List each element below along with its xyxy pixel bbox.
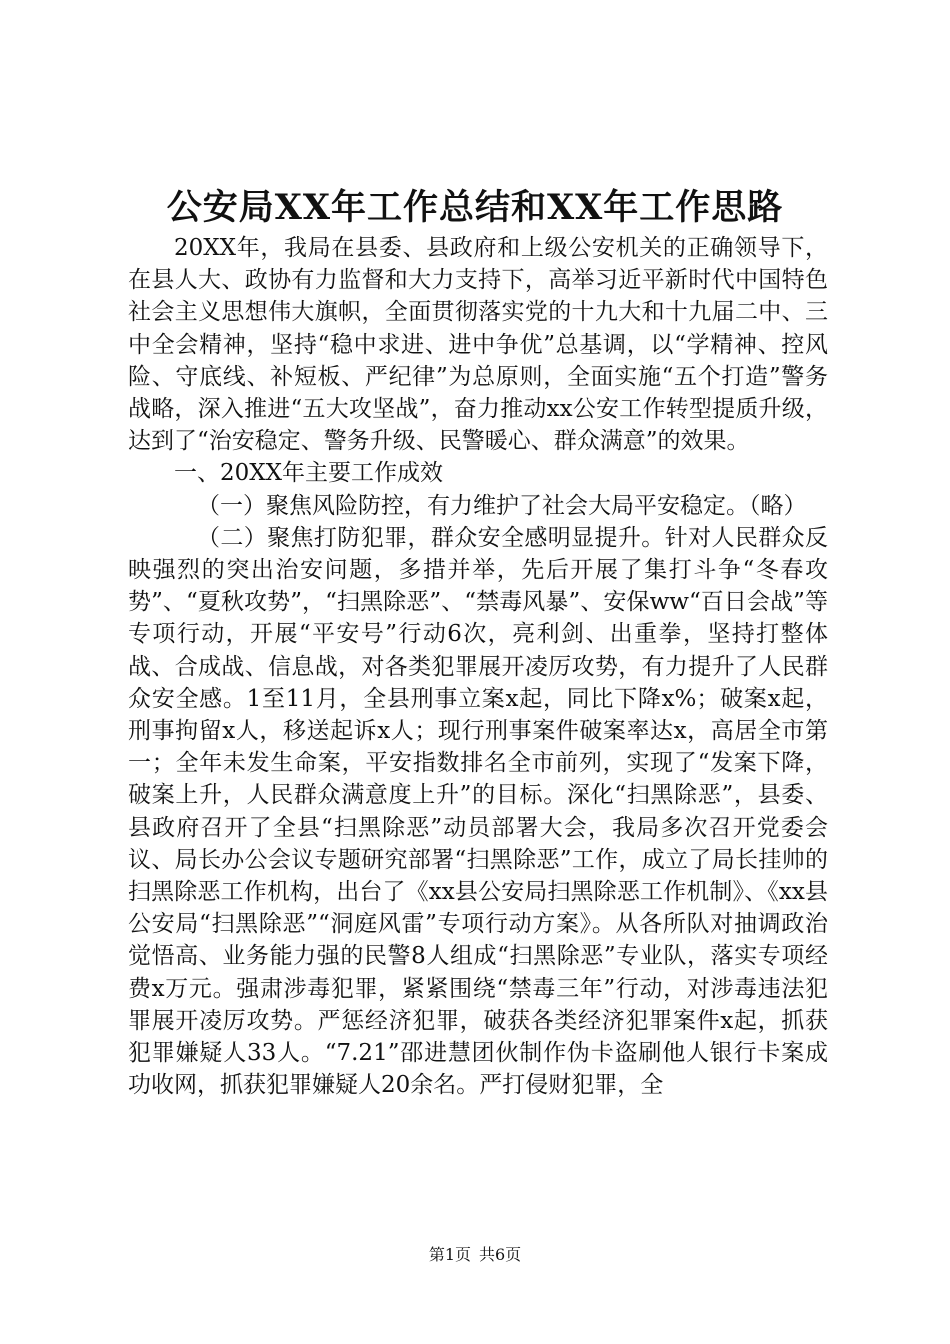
- document-body: [128, 232, 828, 1101]
- document-title: 公安局XX年工作总结和XX年工作思路: [166, 187, 784, 228]
- page-number: 第1页: [428, 1245, 471, 1264]
- subsection-one: （一）聚焦风险防控，有力维护了社会大局平安稳定。（略）: [197, 492, 807, 519]
- page-footer: [0, 1243, 950, 1267]
- subsection-two: （二）聚焦打防犯罪，群众安全感明显提升。针对人民群众反映强烈的突出治安问题，多措并举，先后开展了集打斗争“冬春攻势”、“夏秋攻势”，“扫黑除恶”、“禁毒风暴”、安保ww“百日会战”等专项行动，开展“平安号”行动6次，亮利剑、出重拳，坚持打整体战、合成战、信息战，对各类犯罪展开凌厉攻势，有力提升了人民群众安全感。1至11月，全县刑事立案x起，同比下降x%；破案x起，刑事拘留x人，移送起诉x人；现行刑事案件破案率达x，高居全市第一；全年未发生命案，平安指数排名全市前列，实现了“发案下降，破案上升，人民群众满意度上升”的目标。深化“扫黑除恶”，县委、县政府召开了全县“扫黑除恶”动员部署大会，我局多次召开党委会议、局长办公会议专题研究部署“扫黑除恶”工作，成立了局长挂帅的扫黑除恶工作机构，出台了《xx县公安局扫黑除恶工作机制》、《xx县公安局“扫黑除恶”“洞庭风雷”专项行动方案》。从各所队对抽调政治觉悟高、业务能力强的民警8人组成“扫黑除恶”专业队，落实专项经费x万元。强肃涉毒犯罪，紧紧围绕“禁毒三年”行动，对涉毒违法犯罪展开凌厉攻势。严惩经济犯罪，破获各类经济犯罪案件x起，抓获犯罪嫌疑人33人。“7.21”邵进慧团伙制作伪卡盗刷他人银行卡案成功收网，抓获犯罪嫌疑人20余名。严打侵财犯罪，全: [128, 524, 828, 1099]
- section-heading: 一、20XX年主要工作成效: [174, 460, 444, 487]
- paragraph-intro: 20XX年，我局在县委、县政府和上级公安机关的正确领导下，在县人大、政协有力监督和大力支持下，高举习近平新时代中国特色社会主义思想伟大旗帜，全面贯彻落实党的十九大和十九届二中、三中全会精神，坚持“稳中求进、进中争优”总基调，以“学精神、控风险、守底线、补短板、严纪律”为总原则，全面实施“五个打造”警务战略，深入推进“五大攻坚战”，奋力推动xx公安工作转型提质升级，达到了“治安稳定、警务升级、民警暖心、群众满意”的效果。: [128, 235, 828, 455]
- page-total: 共6页: [479, 1245, 522, 1264]
